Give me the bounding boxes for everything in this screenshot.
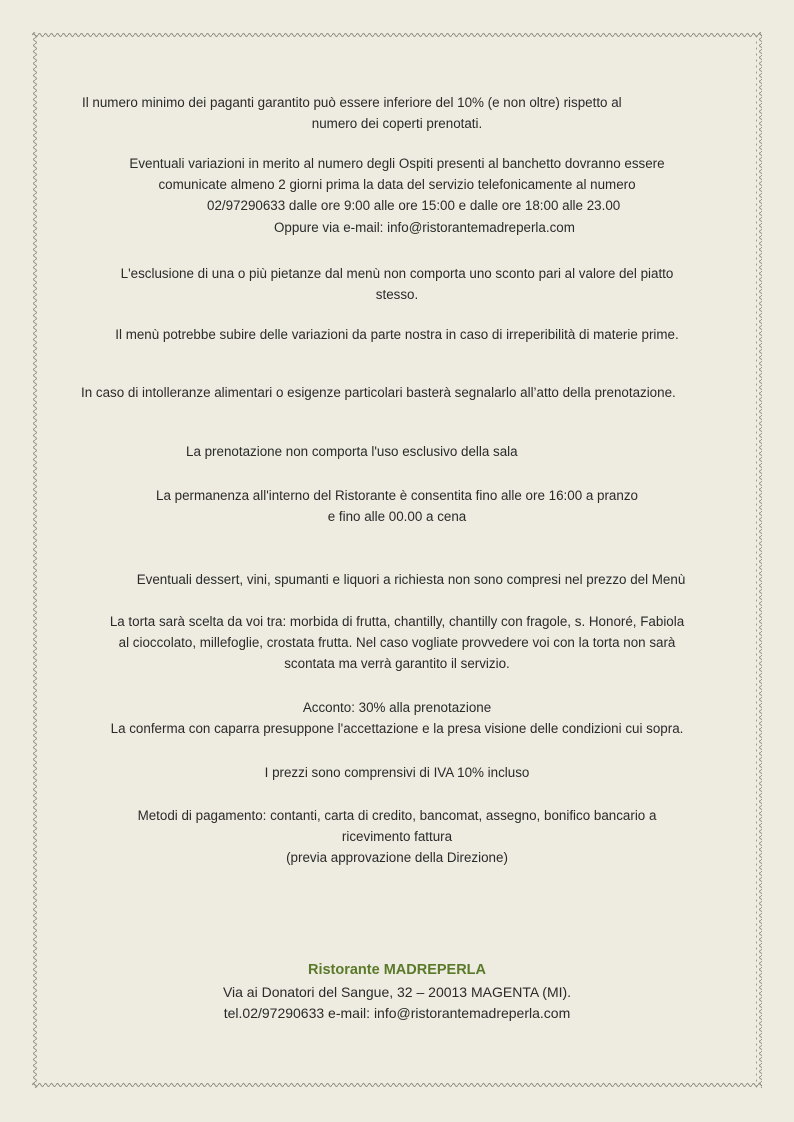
cake-line-1: La torta sarà scelta da voi tra: morbida di frutta, chantilly, chantilly con fragole, s. Honoré, Fabiola [109, 614, 685, 629]
extras-text: Eventuali dessert, vini, spumanti e liquori a richiesta non sono compresi nel prezzo del Menù [136, 572, 686, 587]
minimum-guests-line-1: Il numero minimo dei paganti garantito può essere inferiore del 10% (e non oltre) rispetto al [82, 95, 622, 110]
reservation-text: La prenotazione non comporta l'uso esclusivo della sala [186, 444, 518, 459]
minimum-guests-line-2: numero dei coperti prenotati. [311, 116, 483, 131]
exclusion-line-1: L'esclusione di una o più pietanze dal menù non comporta uno sconto pari al valore del piatto [120, 266, 674, 281]
payment-line-2: ricevimento fattura [341, 829, 453, 844]
vat-text: I prezzi sono comprensivi di IVA 10% incluso [264, 765, 530, 780]
payment-line-1: Metodi di pagamento: contanti, carta di credito, bancomat, assegno, bonifico bancario a [137, 808, 657, 823]
intolerances-text: In caso di intolleranze alimentari o esigenze particolari basterà segnalarlo all’atto della prenotazione. [81, 385, 676, 400]
deposit-text: Acconto: 30% alla prenotazione [302, 700, 492, 715]
variations-line-3: 02/97290633 dalle ore 9:00 alle ore 15:00 e dalle ore 18:00 alle 23.00 [207, 198, 621, 213]
cake-line-2: al cioccolato, millefoglie, crostata frutta. Nel caso vogliate provvedere voi con la torta non sarà [118, 635, 676, 650]
variations-email-line: Oppure via e-mail: info@ristorantemadreperla.com [274, 220, 575, 235]
restaurant-contact: tel.02/97290633 e-mail: info@ristorantemadreperla.com [223, 1005, 571, 1021]
restaurant-address: Via ai Donatori del Sangue, 32 – 20013 MAGENTA (MI). [222, 984, 572, 1000]
cake-line-3: scontata ma verrà garantito il servizio. [284, 656, 510, 671]
stay-line-1: La permanenza all'interno del Ristorante è consentita fino alle ore 16:00 a pranzo [156, 488, 638, 503]
restaurant-name: Ristorante MADREPERLA [307, 962, 487, 978]
exclusion-line-2: stesso. [375, 287, 419, 302]
stay-line-2: e fino alle 00.00 a cena [327, 509, 467, 524]
payment-line-3: (previa approvazione della Direzione) [286, 850, 508, 865]
variations-line-2: comunicate almeno 2 giorni prima la data del servizio telefonicamente al numero [158, 177, 636, 192]
variations-line-1: Eventuali variazioni in merito al numero degli Ospiti presenti al banchetto dovranno essere [129, 156, 665, 171]
confirmation-text: La conferma con caparra presuppone l'accettazione e la presa visione delle condizioni cui sopra. [110, 721, 684, 736]
menu-variations-text: Il menù potrebbe subire delle variazioni da parte nostra in caso di irreperibilità di materie prime. [115, 327, 679, 342]
